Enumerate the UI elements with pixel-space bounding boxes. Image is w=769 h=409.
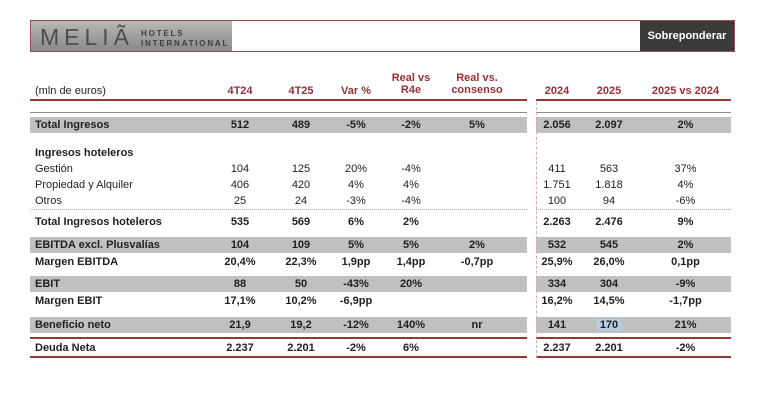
table-cell: 21,9 (229, 319, 251, 331)
row-label: Propiedad y Alquiler (35, 179, 133, 191)
row-label: Deuda Neta (35, 341, 96, 354)
table-cell: 6% (348, 215, 364, 228)
table-cell: 16,2% (541, 294, 573, 307)
table-cell: 2% (677, 239, 694, 251)
table-cell: -0,7pp (460, 255, 494, 268)
table-cell: 1,4pp (396, 255, 426, 268)
table-cell: 535 (230, 215, 250, 228)
table-cell: -5% (346, 119, 366, 131)
table-row-margen-ebit (30, 292, 731, 309)
table-cell: 5% (403, 239, 419, 251)
brand-name: MELIÃ (40, 23, 135, 50)
table-cell: 6% (403, 341, 419, 354)
table-row-ebitda (30, 237, 731, 253)
table-cell: 304 (599, 278, 619, 290)
column-header-2024: 2024 (544, 85, 570, 97)
unit-label: (mln de euros) (35, 85, 106, 97)
column-header-2025-vs-2024: 2025 vs 2024 (651, 85, 720, 97)
table-cell: 25 (233, 195, 247, 207)
table-cell: 2.263 (543, 215, 571, 228)
table-cell: 4% (677, 179, 694, 191)
table-cell: 563 (599, 163, 619, 175)
table-cell: -2% (675, 341, 696, 354)
table-cell: -6,9pp (339, 294, 373, 307)
table-cell: 22,3% (285, 255, 317, 268)
table-cell: 104 (230, 239, 250, 251)
column-header-real-vs-consenso (442, 72, 512, 97)
table-cell: 109 (291, 239, 311, 251)
table-cell: -12% (343, 319, 369, 331)
table-cell: 24 (294, 195, 308, 207)
table-row-total-ingresos (30, 117, 731, 133)
table-cell: -3% (346, 195, 366, 207)
table-cell: 20% (344, 163, 368, 175)
header-line: Real vs. (456, 71, 498, 84)
header-line: R4e (400, 84, 422, 97)
row-label: Total Ingresos (35, 119, 110, 131)
table-cell: 2% (469, 239, 485, 251)
table-cell: 26,0% (593, 255, 625, 268)
table-cell (578, 319, 640, 331)
row-label: Total Ingresos hoteleros (35, 215, 162, 228)
table-cell: 1.751 (543, 179, 571, 191)
table-row-otros (30, 193, 731, 209)
melia-logo (31, 21, 232, 51)
separator-red-line (30, 356, 731, 358)
column-header-real-vs-r4e (380, 72, 442, 97)
table-cell: 10,2% (285, 294, 317, 307)
table-cell: 37% (674, 163, 697, 175)
table-cell: 2% (677, 119, 694, 131)
table-cell: -1,7pp (669, 294, 702, 307)
table-cell: 94 (602, 195, 616, 207)
table-cell: 100 (547, 195, 567, 207)
table-cell: 50 (294, 278, 308, 290)
table-row-ebit (30, 276, 731, 292)
table-cell: 5% (469, 119, 485, 131)
table-row-beneficio-neto (30, 317, 731, 333)
table-row-gestion (30, 161, 731, 177)
table-cell: 420 (291, 179, 311, 191)
table-cell: 14,5% (593, 294, 625, 307)
report-header-bar (30, 20, 735, 52)
table-cell: 17,1% (224, 294, 256, 307)
table-cell: 5% (348, 239, 364, 251)
table-cell: 532 (547, 239, 567, 251)
separator-dotted-line (30, 209, 731, 210)
table-cell: 545 (599, 239, 619, 251)
row-label: EBIT (35, 278, 61, 290)
table-cell: 9% (677, 215, 694, 228)
table-header-row (30, 73, 731, 101)
table-cell: nr (471, 319, 483, 331)
table-cell: 140% (396, 319, 426, 331)
table-cell: 141 (547, 319, 567, 331)
table-cell: 2.097 (595, 119, 623, 131)
brand-subtitle (141, 29, 229, 50)
table-cell: 569 (291, 215, 311, 228)
header-line: Real vs (391, 71, 431, 84)
separator-line (30, 112, 731, 113)
column-header-2025: 2025 (596, 85, 622, 97)
table-cell: 1.818 (595, 179, 623, 191)
table-cell: 125 (291, 163, 311, 175)
row-label: Gestión (35, 163, 73, 175)
brand-subtitle-line2: INTERNATIONAL (141, 39, 230, 48)
table-cell: 2.201 (595, 341, 623, 354)
table-row-total-ingresos-hoteleros (30, 213, 731, 230)
table-cell: 1,9pp (341, 255, 371, 268)
table-cell: -43% (343, 278, 369, 290)
table-row-propiedad-y-alquiler (30, 177, 731, 193)
selected-value-highlight: 170 (597, 319, 621, 331)
table-cell: 2.056 (543, 119, 571, 131)
header-line: consenso (451, 84, 503, 97)
table-cell: -4% (401, 163, 421, 175)
column-header-4t24: 4T24 (227, 85, 253, 97)
table-cell: -9% (675, 278, 696, 290)
table-cell: 2.237 (543, 341, 571, 354)
table-cell: -4% (401, 195, 421, 207)
table-cell: -2% (401, 119, 421, 131)
table-cell: 20,4% (224, 255, 256, 268)
table-cell: 334 (547, 278, 567, 290)
column-divider-line (536, 102, 537, 358)
table-cell: 2.476 (595, 215, 623, 228)
table-cell: 104 (230, 163, 250, 175)
table-cell: -6% (675, 195, 696, 207)
row-label: EBITDA excl. Plusvalías (35, 239, 160, 251)
rating-badge: Sobreponderar (640, 21, 734, 51)
table-cell: 88 (233, 278, 247, 290)
table-cell: 512 (230, 119, 250, 131)
table-cell: 411 (548, 163, 566, 175)
row-label: Beneficio neto (35, 319, 111, 331)
table-cell: 2% (403, 215, 419, 228)
row-label: Otros (35, 195, 62, 207)
table-cell: 25,9% (541, 255, 573, 268)
table-cell: 489 (291, 119, 311, 131)
table-row-margen-ebitda (30, 253, 731, 270)
table-cell: 406 (230, 179, 250, 191)
row-label: Margen EBIT (35, 294, 103, 307)
table-cell: 2.237 (226, 341, 254, 354)
row-label: Ingresos hoteleros (35, 147, 134, 159)
column-header-var: Var % (341, 85, 371, 97)
table-cell: 2.201 (287, 341, 315, 354)
financials-table (30, 73, 731, 358)
row-label: Margen EBITDA (35, 255, 119, 268)
table-cell: 0,1pp (671, 255, 700, 268)
column-header-4t25: 4T25 (288, 85, 314, 97)
table-cell: 19,2 (290, 319, 312, 331)
table-cell: 4% (403, 179, 419, 191)
table-cell: 20% (399, 278, 423, 290)
table-cell: 21% (674, 319, 697, 331)
table-row-deuda-neta (30, 339, 731, 356)
table-row-ingresos-hoteleros (30, 145, 731, 161)
brand-subtitle-line1: HOTELS (141, 28, 185, 38)
table-cell: 4% (348, 179, 364, 191)
table-cell: -2% (346, 341, 366, 354)
